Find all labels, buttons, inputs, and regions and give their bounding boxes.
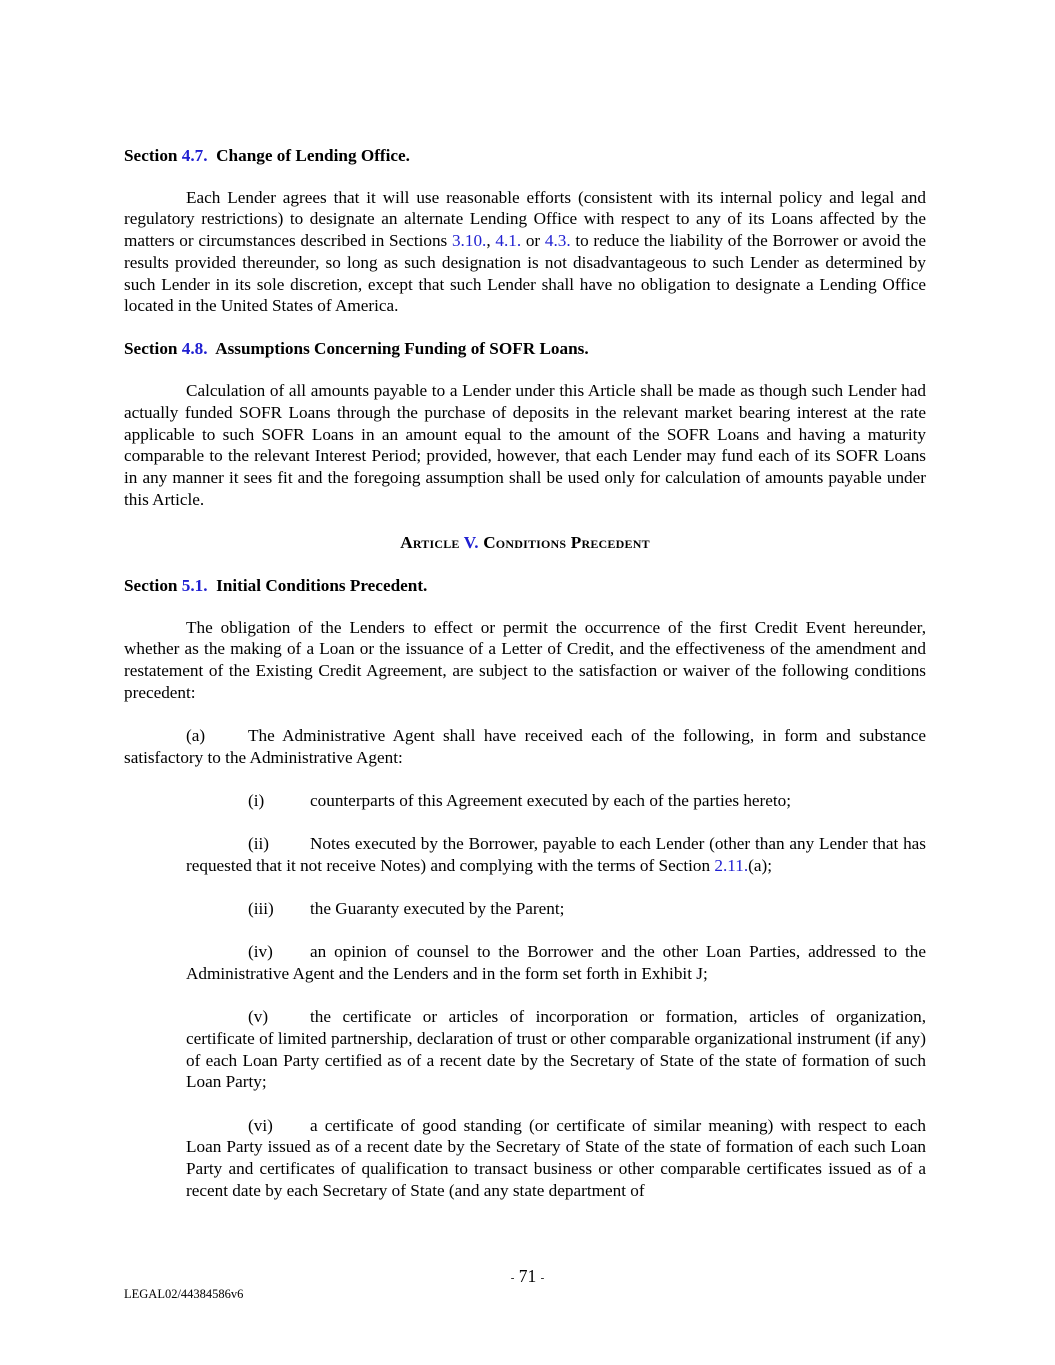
clause-a: (a) The Administrative Agent shall have received each of the following, in form and substance satisfactory to the Administrative Agent: <box>124 726 926 767</box>
section-4-8-link[interactable]: 4.8. <box>181 339 208 359</box>
section-4-7-body: Each Lender agrees that it will use reasonable efforts (consistent with its internal policy and legal and regulatory restrictions) to designate an alternate Lending Office with respect to any of its Loans affected by the matters or circumstances described in Sections 3.10., 4.1. or 4.3. to reduce the liability of the Borrower or avoid the results provided thereunder, so long as such designation is not disadvantageous to such Lender as determined by such Lender in its sole discretion, except that such Lender shall have no obligation to designate a Lending Office located in the United States of America. <box>124 187 926 316</box>
item-vi-label: (vi) <box>248 1115 273 1135</box>
item-v-label: (v) <box>248 1007 269 1027</box>
item-ii-label: (ii) <box>248 834 269 854</box>
section-4-1-link[interactable]: 4.1. <box>495 231 522 251</box>
section-4-7-link[interactable]: 4.7. <box>181 146 208 165</box>
section-4-8-body: Calculation of all amounts payable to a Lender under this Article shall be made as though such Lender had actually funded SOFR Loans through the purchase of deposits in the relevant market bearing interest at the rate applicable to such SOFR Loans in an amount equal to the amount of the SOFR Loans and having a maturity comparable to the relevant Interest Period; provided, however, that each Lender may fund each of its SOFR Loans in any manner it sees fit and the foregoing assumption shall be used only for calculation of amounts payable under this Article. <box>124 381 926 509</box>
item-i: (i) counterparts of this Agreement executed by each of the parties hereto; <box>248 790 792 810</box>
section-4-7-heading: Section 4.7. Change of Lending Office. <box>124 146 410 165</box>
item-iii-label: (iii) <box>248 899 274 919</box>
item-vi: (vi) a certificate of good standing (or certificate of similar meaning) with respect to each Loan Party issued as of a recent date by the Secretary of State of the state of formation of each such Loan Party and certificates of qualification to transact business or other comparable certificates issued as of a recent date by each Secretary of State (and any state department of <box>186 1115 926 1200</box>
item-iv: (iv) an opinion of counsel to the Borrower and the other Loan Parties, addressed to the Administrative Agent and the Lenders and in the form set forth in Exhibit J; <box>186 942 926 983</box>
item-ii: (ii) Notes executed by the Borrower, payable to each Lender (other than any Lender that has requested that it not receive Notes) and complying with the terms of Section 2.11.(a); <box>186 834 926 875</box>
article-v-heading: Article V. Conditions Precedent <box>400 532 650 552</box>
item-i-label: (i) <box>248 790 265 810</box>
clause-a-label: (a) <box>186 726 206 746</box>
item-v: (v) the certificate or articles of incorporation or formation, articles of organization, certificate of limited partnership, declaration of trust or other comparable organizational instrument (if any) of each Loan Party certified as of a recent date by the Secretary of State of the state of formation of such Loan Party; <box>186 1007 926 1092</box>
document-id: LEGAL02/44384586v6 <box>124 1287 244 1301</box>
section-5-1-heading: Section 5.1. Initial Conditions Precedent. <box>124 576 428 596</box>
item-iv-label: (iv) <box>248 942 273 962</box>
article-v-link[interactable]: V. <box>463 532 479 552</box>
page-number: - 71 - <box>510 1266 545 1286</box>
section-5-1-body: The obligation of the Lenders to effect or permit the occurrence of the first Credit Event hereunder, whether as the making of a Loan or the issuance of a Letter of Credit, and the effectiveness of the amendment and restatement of the Existing Credit Agreement, are subject to the satisfaction or waiver of the following conditions precedent: <box>124 617 926 702</box>
item-iii: (iii) the Guaranty executed by the Parent; <box>248 899 565 919</box>
section-3-10-link[interactable]: 3.10. <box>451 231 487 251</box>
document-page <box>124 145 926 1223</box>
section-2-11-link[interactable]: 2.11. <box>714 855 749 875</box>
section-4-3-link[interactable]: 4.3. <box>544 231 571 251</box>
section-4-8-heading: Section 4.8. Assumptions Concerning Funding of SOFR Loans. <box>124 339 589 359</box>
section-5-1-link[interactable]: 5.1. <box>181 576 208 596</box>
